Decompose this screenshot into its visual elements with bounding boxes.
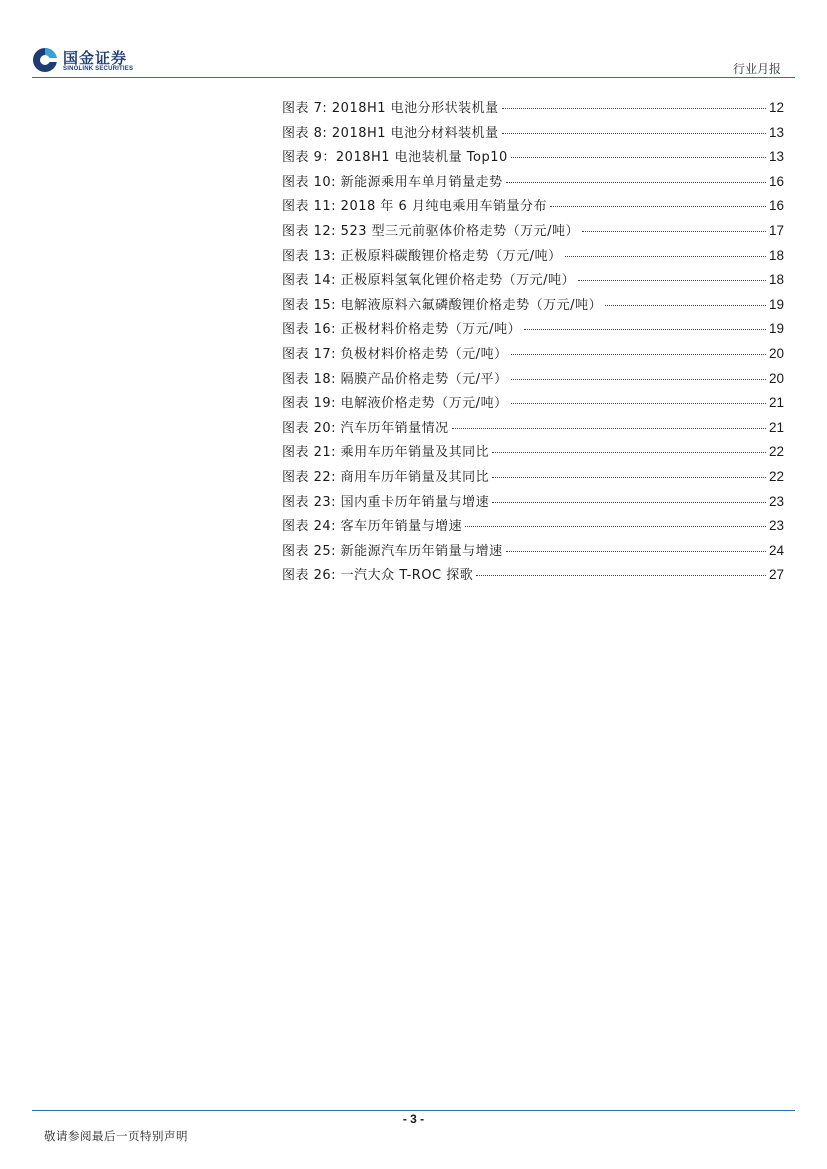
- toc-leader-dots: [492, 476, 766, 478]
- toc-entry-page: 17: [768, 222, 784, 238]
- toc-leader-dots: [582, 230, 766, 232]
- toc-entry-title: 图表 22: 商用车历年销量及其同比: [282, 469, 490, 485]
- toc-entry-page: 18: [768, 247, 784, 263]
- toc-entry[interactable]: [282, 123, 784, 148]
- toc-entry[interactable]: [282, 147, 784, 172]
- toc-entry-title: 图表 23: 国内重卡历年销量与增速: [282, 494, 490, 510]
- toc-entry-title: 图表 15: 电解液原料六氟磷酸锂价格走势（万元/吨）: [282, 297, 603, 313]
- toc-leader-dots: [506, 181, 766, 183]
- logo-english-name: SINOLINK SECURITIES: [63, 66, 134, 72]
- toc-entry-page: 20: [768, 370, 784, 386]
- toc-entry[interactable]: [282, 492, 784, 517]
- company-logo: [32, 47, 162, 77]
- toc-entry-page: 22: [768, 444, 784, 460]
- toc-leader-dots: [511, 378, 766, 380]
- sinolink-logo-icon: [32, 47, 58, 73]
- toc-entry-title: 图表 14: 正极原料氢氧化锂价格走势（万元/吨）: [282, 273, 576, 289]
- toc-entry[interactable]: [282, 418, 784, 443]
- toc-leader-dots: [578, 279, 766, 281]
- toc-entry-title: 图表 13: 正极原料碳酸锂价格走势（万元/吨）: [282, 248, 562, 264]
- toc-entry-page: 23: [768, 518, 784, 534]
- toc-entry[interactable]: [282, 196, 784, 221]
- toc-entry-title: 图表 25: 新能源汽车历年销量与增速: [282, 543, 503, 559]
- toc-leader-dots: [605, 304, 766, 306]
- toc-leader-dots: [465, 525, 766, 527]
- footer-divider: [32, 1110, 795, 1111]
- toc-entry[interactable]: [282, 541, 784, 566]
- toc-entry-title: 图表 10: 新能源乘用车单月销量走势: [282, 174, 503, 190]
- toc-entry-page: 13: [768, 149, 784, 165]
- toc-entry-page: 12: [768, 100, 784, 115]
- toc-entry[interactable]: [282, 270, 784, 295]
- toc-entry-page: 13: [768, 124, 784, 140]
- toc-leader-dots: [511, 402, 766, 404]
- header-divider: [32, 77, 795, 78]
- toc-leader-dots: [511, 353, 766, 355]
- page-header: [0, 0, 827, 80]
- toc-leader-dots: [506, 550, 766, 552]
- toc-entry-page: 19: [768, 321, 784, 337]
- toc-entry-title: 图表 16: 正极材料价格走势（万元/吨）: [282, 322, 522, 338]
- toc-entry-page: 27: [768, 567, 784, 583]
- toc-entry-page: 21: [768, 395, 784, 411]
- toc-entry[interactable]: [282, 246, 784, 271]
- toc-entry-page: 20: [768, 345, 784, 361]
- page-number: - 3 -: [402, 1112, 425, 1126]
- toc-entry[interactable]: [282, 319, 784, 344]
- toc-entry-page: 22: [768, 468, 784, 484]
- toc-entry[interactable]: [282, 172, 784, 197]
- toc-entry-page: 19: [768, 296, 784, 312]
- toc-entry-page: 16: [768, 198, 784, 214]
- toc-entry-title: 图表 17: 负极材料价格走势（元/吨）: [282, 346, 508, 362]
- toc-entry[interactable]: [282, 295, 784, 320]
- toc-entry[interactable]: [282, 344, 784, 369]
- toc-leader-dots: [524, 328, 766, 330]
- logo-chinese-name: 国金证券: [63, 49, 128, 67]
- toc-leader-dots: [502, 132, 766, 134]
- toc-entry-page: 18: [768, 272, 784, 288]
- toc-entry[interactable]: [282, 393, 784, 418]
- toc-entry-title: 图表 11: 2018 年 6 月纯电乘用车销量分布: [282, 199, 547, 215]
- report-type-label: 行业月报: [732, 62, 781, 76]
- toc-entry-page: 23: [768, 493, 784, 509]
- toc-leader-dots: [550, 205, 766, 207]
- table-of-figures: [282, 98, 784, 590]
- toc-entry-page: 21: [768, 419, 784, 435]
- toc-entry[interactable]: [282, 516, 784, 541]
- toc-leader-dots: [492, 451, 766, 453]
- toc-entry-title: 图表 12: 523 型三元前驱体价格走势（万元/吨）: [282, 223, 580, 239]
- toc-leader-dots: [476, 574, 766, 576]
- toc-entry[interactable]: [282, 565, 784, 590]
- toc-entry-title: 图表 8: 2018H1 电池分材料装机量: [282, 125, 499, 141]
- toc-entry[interactable]: [282, 221, 784, 246]
- toc-entry-page: 16: [768, 173, 784, 189]
- toc-leader-dots: [565, 255, 766, 257]
- toc-entry-title: 图表 18: 隔膜产品价格走势（元/平）: [282, 371, 508, 387]
- toc-entry-title: 图表 20: 汽车历年销量情况: [282, 420, 449, 436]
- toc-leader-dots: [452, 427, 766, 429]
- toc-entry-title: 图表 7: 2018H1 电池分形状装机量: [282, 101, 499, 116]
- toc-entry-title: 图表 9：2018H1 电池装机量 Top10: [282, 150, 508, 166]
- toc-entry[interactable]: [282, 467, 784, 492]
- toc-entry-title: 图表 24: 客车历年销量与增速: [282, 519, 463, 535]
- toc-entry-title: 图表 26: 一汽大众 T-ROC 探歌: [282, 568, 474, 584]
- toc-leader-dots: [502, 107, 766, 109]
- toc-entry-page: 24: [768, 542, 784, 558]
- toc-leader-dots: [492, 501, 766, 503]
- toc-entry[interactable]: [282, 442, 784, 467]
- toc-leader-dots: [511, 156, 766, 158]
- toc-entry-title: 图表 19: 电解液价格走势（万元/吨）: [282, 396, 508, 412]
- disclaimer-text: 敬请参阅最后一页特别声明: [44, 1129, 188, 1143]
- toc-entry[interactable]: [282, 369, 784, 394]
- toc-entry[interactable]: [282, 98, 784, 123]
- toc-entry-title: 图表 21: 乘用车历年销量及其同比: [282, 445, 490, 461]
